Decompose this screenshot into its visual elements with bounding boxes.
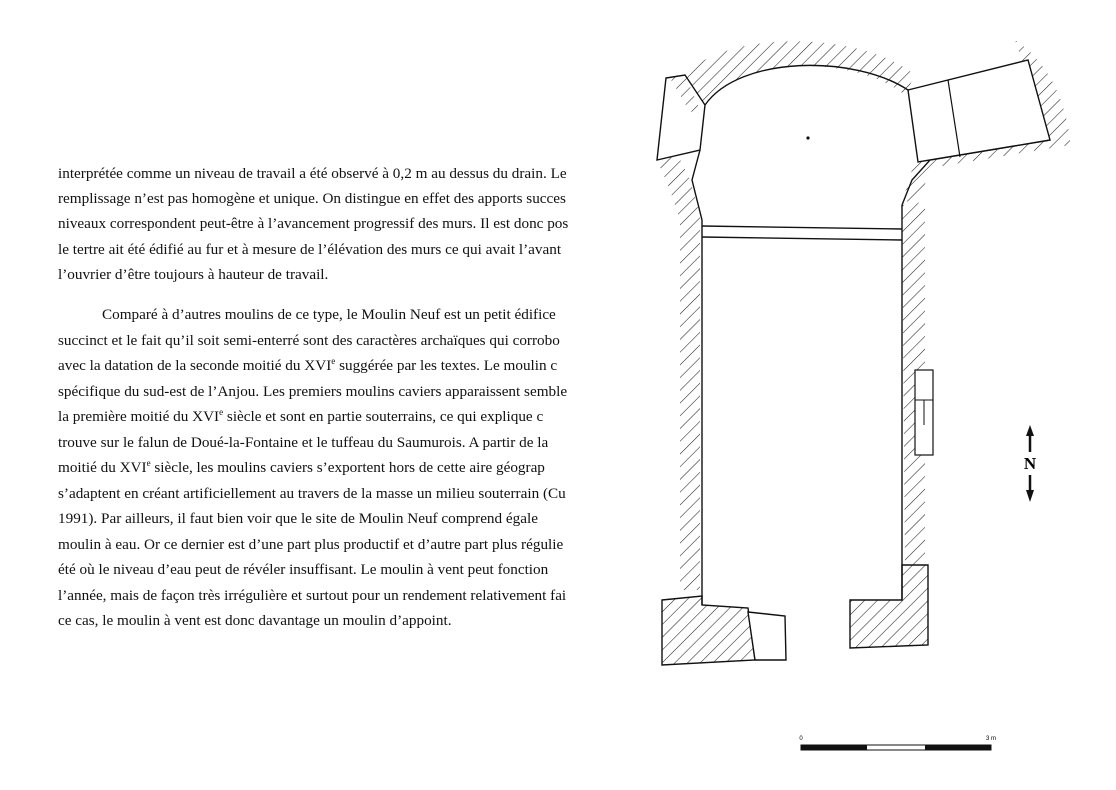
paragraph-2-line-2: succinct et le fait qu’il soit semi-enterré sont des caractères archaïques qui corrobo <box>58 332 560 349</box>
west-wall <box>657 155 700 590</box>
paragraph-2-line-6: trouve sur le falun de Doué-la-Fontaine et le tuffeau du Saumurois. A partir de la <box>58 434 549 451</box>
paragraph-2-line-4: spécifique du sud-est de l’Anjou. Les premiers moulins caviers apparaissent semble <box>58 383 568 400</box>
paragraph-1-line-5: l’ouvrier d’être toujours à hauteur de travail. <box>58 266 329 283</box>
paragraph-1-line-4: le tertre ait été édifié au fur et à mesure de l’élévation des murs ce qui avait l’avant <box>58 241 562 258</box>
north-label: N <box>1023 454 1037 473</box>
paragraph-1-line-2: remplissage n’est pas homogène et unique. On distingue en effet des apports succes <box>58 190 566 207</box>
superscript: e <box>146 458 151 468</box>
mill-floor-plan <box>630 20 1070 680</box>
south-west-block <box>662 596 755 665</box>
superscript: e <box>331 356 336 366</box>
paragraph-2-line-1: Comparé à d’autres moulins de ce type, le Moulin Neuf est un petit édifice <box>102 306 556 323</box>
paragraph-2-line-7: moitié du XVIe siècle, les moulins caviers s’exportent hors de cette aire géograp <box>58 458 545 476</box>
scale-end-label: 3 m <box>985 736 997 742</box>
south-east-block <box>850 565 928 648</box>
arrow-tail-icon <box>1026 490 1034 502</box>
scale-bar <box>795 730 1015 760</box>
north-arrow <box>1015 420 1045 510</box>
paragraph-2-line-12: l’année, mais de façon très irrégulière et surtout pour un rendement relativement fai <box>58 587 567 604</box>
paragraph-2-line-5: la première moitié du XVIe siècle et sont en partie souterrains, ce qui explique c <box>58 407 544 425</box>
dome-wall <box>685 41 915 105</box>
paragraph-2-line-8: s’adaptent en créant artificiellement au travers de la masse un milieu souterrain (Cu <box>58 485 566 502</box>
superscript: e <box>219 407 224 417</box>
paragraph-2-line-13: ce cas, le moulin à vent est donc davantage un moulin d’appoint. <box>58 612 452 629</box>
paragraph-1-line-3: niveaux correspondent peut-être à l’avancement progressif des murs. Il est donc pos <box>58 215 569 232</box>
scale-start-label: 0 <box>799 736 803 742</box>
paragraph-2-line-3: avec la datation de la seconde moitié du XVIe suggérée par les textes. Le moulin c <box>58 356 558 374</box>
south-west-annex <box>748 612 786 660</box>
paragraph-2-line-10: moulin à eau. Or ce dernier est d’une part plus productif et d’autre part plus régulie <box>58 536 564 553</box>
paragraph-2-line-11: été où le niveau d’eau peut de révéler insuffisant. Le moulin à vent peut fonction <box>58 561 549 578</box>
paragraph-1-line-1: interprétée comme un niveau de travail a été observé à 0,2 m au dessus du drain. Le <box>58 165 567 182</box>
paragraph-2-line-9: 1991). Par ailleurs, il faut bien voir que le site de Moulin Neuf comprend égale <box>58 510 538 527</box>
